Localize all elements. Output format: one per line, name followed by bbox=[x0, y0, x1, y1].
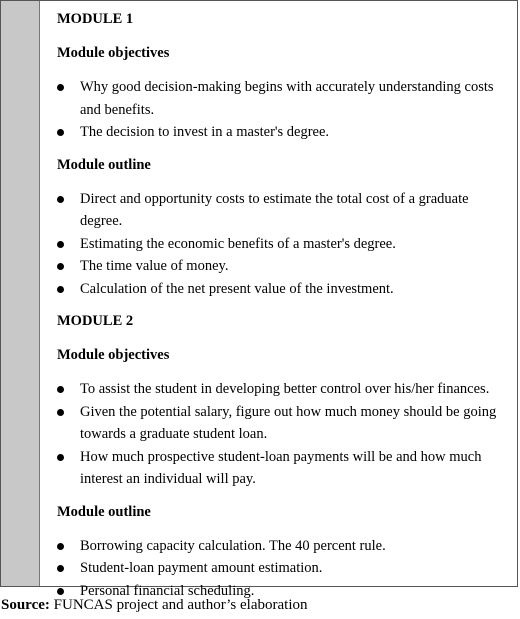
list-item: Student-loan payment amount estimation. bbox=[57, 557, 512, 580]
list-item: The decision to invest in a master's degree. bbox=[57, 121, 512, 144]
bullet-icon bbox=[57, 263, 64, 270]
bullet-icon bbox=[57, 196, 64, 203]
bullet-icon bbox=[57, 241, 64, 248]
module-2-title: MODULE 2 bbox=[57, 313, 134, 329]
list-item: Borrowing capacity calculation. The 40 percent rule. bbox=[57, 535, 512, 558]
bullet-icon bbox=[57, 588, 64, 595]
bullet-icon bbox=[57, 409, 64, 416]
module-1-outline-list bbox=[57, 188, 512, 301]
module-2-outline-heading: Module outline bbox=[57, 503, 151, 520]
module-1-title: MODULE 1 bbox=[57, 11, 134, 27]
list-item: To assist the student in developing better control over his/her finances. bbox=[57, 378, 512, 401]
module-2-outline-list bbox=[57, 535, 512, 603]
module-1-outline-heading: Module outline bbox=[57, 156, 151, 173]
bullet-icon bbox=[57, 129, 64, 136]
module-2-objectives-heading: Module objectives bbox=[57, 347, 170, 363]
module-1-objectives-list bbox=[57, 76, 512, 144]
bullet-icon bbox=[57, 454, 64, 461]
side-bar bbox=[1, 1, 40, 586]
bullet-icon bbox=[57, 286, 64, 293]
list-item: How much prospective student-loan payments will be and how much interest an individual will pay. bbox=[57, 446, 512, 491]
list-item: Personal financial scheduling. bbox=[57, 580, 512, 603]
bullet-icon bbox=[57, 543, 64, 550]
source-note bbox=[1, 595, 307, 615]
list-item: The time value of money. bbox=[57, 255, 512, 278]
list-item: Estimating the economic benefits of a master's degree. bbox=[57, 233, 512, 256]
bullet-icon bbox=[57, 84, 64, 91]
table-content bbox=[57, 10, 512, 614]
list-item: Given the potential salary, figure out how much money should be going towards a graduate student loan. bbox=[57, 401, 512, 446]
source-label: Source: bbox=[1, 597, 50, 613]
module-1-objectives-heading: Module objectives bbox=[57, 45, 170, 61]
bullet-icon bbox=[57, 386, 64, 393]
list-item: Calculation of the net present value of the investment. bbox=[57, 278, 512, 301]
source-text: FUNCAS project and author’s elaboration bbox=[53, 597, 308, 613]
list-item: Why good decision-making begins with accurately understanding costs and benefits. bbox=[57, 76, 512, 121]
bullet-icon bbox=[57, 565, 64, 572]
list-item: Direct and opportunity costs to estimate the total cost of a graduate degree. bbox=[57, 188, 512, 233]
module-2-objectives-list bbox=[57, 378, 512, 491]
